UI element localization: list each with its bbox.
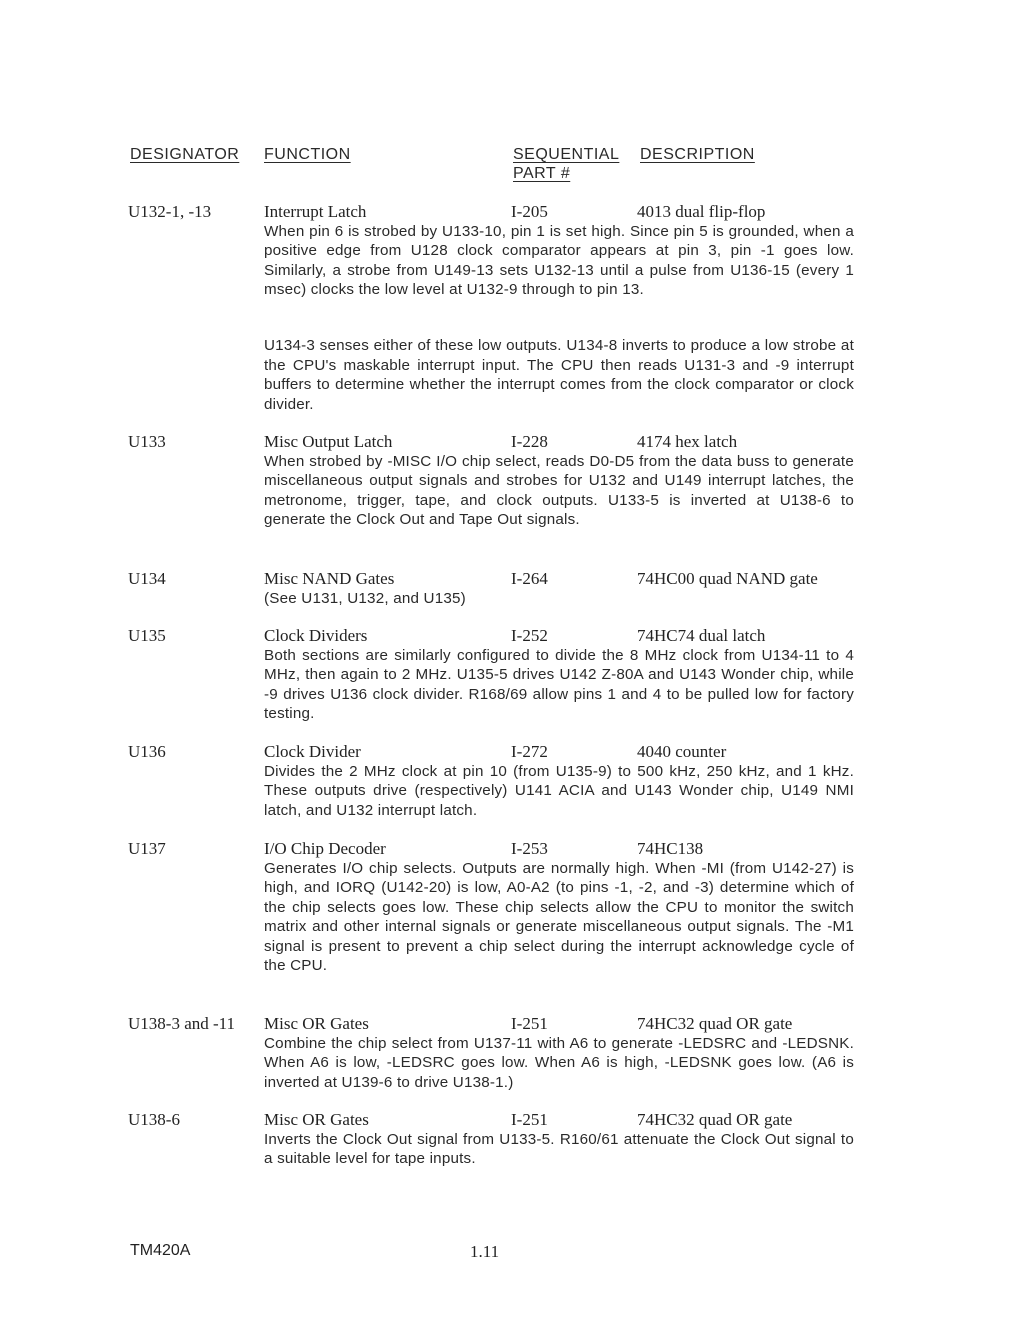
function: I/O Chip Decoder [264, 839, 386, 858]
function: Clock Divider [264, 742, 361, 761]
function: Misc NAND Gates [264, 569, 395, 588]
footer-doc-id: TM420A [130, 1242, 191, 1259]
designator: U132-1, -13 [128, 202, 212, 221]
part-number: I-251 [511, 1014, 548, 1033]
designator: U134 [128, 569, 166, 588]
function: Misc OR Gates [264, 1014, 369, 1033]
description: Generates I/O chip selects. Outputs are normally high. When -MI (from U142-27) is high, and IORQ (U142-20) is low, A0-A2 (to pins -1, -2, and -3) determine which of the chip selects goes low. These chip selects allow the CPU to monitor the switch matrix and other internal signals or generate miscellaneous output signals. The -M1 signal is present to prevent a chip select during the interrupt acknowledge cycle of the CPU. [264, 859, 854, 974]
part-number: I-205 [511, 202, 548, 221]
function: Misc OR Gates [264, 1110, 369, 1129]
designator: U135 [128, 626, 166, 645]
part-number: I-252 [511, 626, 548, 645]
designator: U138-3 and -11 [128, 1014, 236, 1033]
designator: U138-6 [128, 1110, 180, 1129]
designator: U136 [128, 742, 166, 761]
part-type: 74HC32 quad OR gate [637, 1110, 793, 1129]
function: Interrupt Latch [264, 202, 367, 221]
function: Misc Output Latch [264, 432, 393, 451]
part-type: 4013 dual flip-flop [637, 202, 766, 221]
designator: U137 [128, 839, 166, 858]
description: When strobed by -MISC I/O chip select, reads D0-D5 from the data buss to generate miscellaneous output signals and strobes for U132 and U149 interrupt latches, the metronome, trigger, tape, and clock outputs. U133-5 is inverted at U138-6 to generate the Clock Out and Tape Out signals. [264, 452, 854, 528]
part-number: I-251 [511, 1110, 548, 1129]
header-part-number: PART # [513, 165, 571, 182]
designator: U133 [128, 432, 166, 451]
description: Combine the chip select from U137-11 with A6 to generate -LEDSRC and -LEDSNK. When A6 is low, -LEDSRC goes low. When A6 is high, -LEDSNK goes low. (A6 is inverted at U139-6 to drive U138-1.) [264, 1034, 854, 1091]
part-type: 74HC138 [637, 839, 704, 858]
page-number: 1.11 [470, 1242, 500, 1261]
header-description: DESCRIPTION [640, 146, 755, 163]
header-sequential: SEQUENTIAL [513, 146, 620, 163]
description: (See U131, U132, and U135) [264, 589, 466, 607]
part-type: 74HC00 quad NAND gate [637, 569, 818, 588]
part-type: 74HC74 dual latch [637, 626, 766, 645]
description: When pin 6 is strobed by U133-10, pin 1 is set high. Since pin 5 is grounded, when a positive edge from U128 clock comparator appears at pin 3, pin -1 goes low. Similarly, a strobe from U149-13 sets U132-13 until a pulse from U136-15 (every 1 msec) clocks the low level at U132-9 through to pin 13. [264, 222, 854, 298]
function: Clock Dividers [264, 626, 368, 645]
part-type: 4040 counter [637, 742, 727, 761]
description: Inverts the Clock Out signal from U133-5. R160/61 attenuate the Clock Out signal to a suitable level for tape inputs. [264, 1130, 854, 1167]
part-type: 74HC32 quad OR gate [637, 1014, 793, 1033]
part-number: I-272 [511, 742, 548, 761]
part-number: I-228 [511, 432, 548, 451]
description: Divides the 2 MHz clock at pin 10 (from U135-9) to 500 kHz, 250 kHz, and 1 kHz. These outputs drive (respectively) U141 ACIA and U143 Wonder chip, U149 NMI latch, and U132 interrupt latch. [264, 762, 854, 819]
header-designator: DESIGNATOR [130, 146, 240, 163]
header-function: FUNCTION [264, 146, 351, 163]
part-type: 4174 hex latch [637, 432, 738, 451]
description-continued: U134-3 senses either of these low outputs. U134-8 inverts to produce a low strobe at the CPU's maskable interrupt input. The CPU then reads U131-3 and -9 interrupt buffers to determine whether the interrupt comes from the clock comparator or clock divider. [264, 337, 854, 413]
part-number: I-264 [511, 569, 548, 588]
part-number: I-253 [511, 839, 548, 858]
description: Both sections are similarly configured to divide the 8 MHz clock from U134-11 to 4 MHz, then again to 2 MHz. U135-5 drives U142 Z-80A and U143 Wonder chip, while -9 drives U136 clock divider. R168/69 allow pins 1 and 4 to be pulled low for factory testing. [264, 646, 854, 722]
